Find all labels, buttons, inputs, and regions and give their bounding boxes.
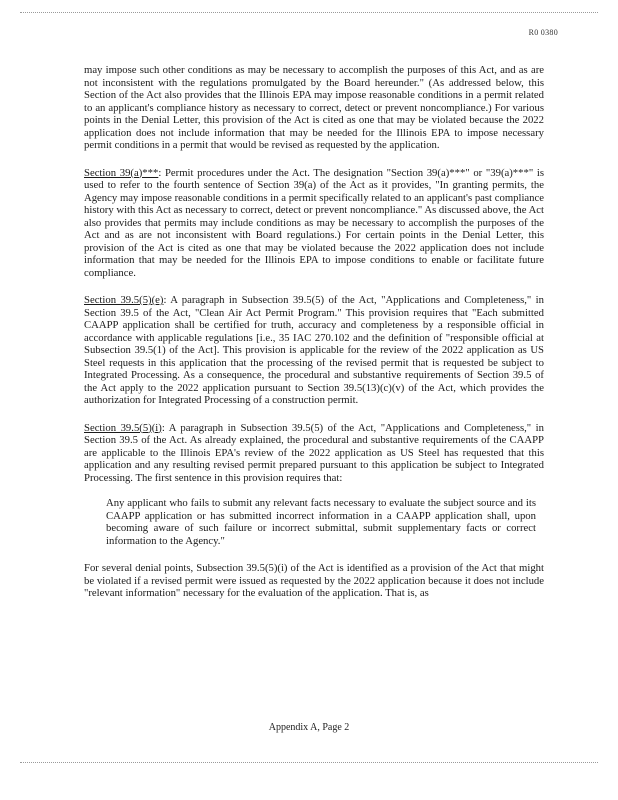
paragraph-text: : Permit procedures under the Act. The designation "Section 39(a)***" or "39(a)***" is used to refer to the fourth sentence of Section 39(a) of the Act as it provides, "In granting permits, the Agency may impose reasonable conditions in a permit specifically related to an applicant's past compliance history with this Act as necessary to correct, detect or prevent noncompliance." As discussed above, the Act also provides that permits may include conditions as may be necessary to accomplish the purposes of the Act and as are not inconsistent with Board regulations.) For certain points in the Denial Letter, this provision of the Act is cited as one that may be violated because the 2022 application does not include information that may be needed for the Illinois EPA to impose conditions to enable or facilitate future compliance. bbox=[84, 166, 544, 279]
scan-edge-top bbox=[20, 12, 598, 13]
section-heading-39a: Section 39(a)*** bbox=[84, 166, 159, 179]
paragraph-intro: may impose such other conditions as may be necessary to accomplish the purposes of this Act, and as are not inconsistent with the regulations promulgated by the Board hereunder." (As addressed below, this Section of the Act also provides that the Illinois EPA may impose reasonable conditions in a permit related to an applicant's compliance history as necessary to correct, detect or prevent noncompliance.) For various points in the Denial Letter, this provision of the Act is cited as one that may be violated because the 2022 application does not include information that may be needed for the Illinois EPA to impose necessary permit conditions in a permit that would be revised as requested by the application. bbox=[84, 64, 544, 151]
paragraph-closing: For several denial points, Subsection 39.5(5)(i) of the Act is identified as a provision of the Act that might be violated if a revised permit were issued as requested by the 2022 application because it does not include "relevant information" necessary for the evaluation of the application. That is, as bbox=[84, 562, 544, 599]
document-body bbox=[84, 64, 544, 615]
paragraph-section-39-5-5i bbox=[84, 422, 544, 485]
section-heading-39-5-5i: Section 39.5(5)(i) bbox=[84, 421, 162, 434]
scan-edge-bottom bbox=[20, 762, 598, 763]
paragraph-text: : A paragraph in Subsection 39.5(5) of the Act, "Applications and Completeness," in Section 39.5 of the Act. As already explained, the procedural and substantive requirements of the CAAPP are applicable to the Illinois EPA's review of the 2022 application as US Steel has requested that this application and any resulting revised permit prepared pursuant to this application be subject to Integrated Processing. The first sentence in this provision requires that: bbox=[84, 421, 544, 484]
paragraph-text: : A paragraph in Subsection 39.5(5) of the Act, "Applications and Completeness," in Section 39.5 of the Act, "Clean Air Act Permit Program." This provision requires that "Each submitted CAAPP application shall be certified for truth, accuracy and completeness by a responsible official in accordance with applicable regulations [i.e., 35 IAC 270.102 and the definition of "responsible official at Subsection 39.5(1) of the Act]. This provision is applicable for the review of the 2022 application as US Steel requests in this application that the processing of the revised permit that is requested be subject to Integrated Processing. As a consequence, the procedural and substantive requirements of Section 39.5 of the Act apply to the 2022 application pursuant to Section 39.5(13)(c)(v) of the Act, which provides the authorization for Integrated Processing of a construction permit. bbox=[84, 294, 544, 406]
section-heading-39-5-5e: Section 39.5(5)(e) bbox=[84, 294, 164, 306]
page-footer: Appendix A, Page 2 bbox=[268, 722, 350, 733]
paragraph-section-39a bbox=[84, 167, 544, 280]
block-quote: Any applicant who fails to submit any relevant facts necessary to evaluate the subject source and its CAAPP application or has submitted incorrect information in a CAAPP application shall, upon becoming aware of such failure or incorrect submittal, submit supplementary facts or correct information to the Agency." bbox=[106, 497, 536, 547]
paragraph-section-39-5-5e bbox=[84, 294, 544, 407]
page-identifier: R0 0380 bbox=[528, 28, 558, 37]
